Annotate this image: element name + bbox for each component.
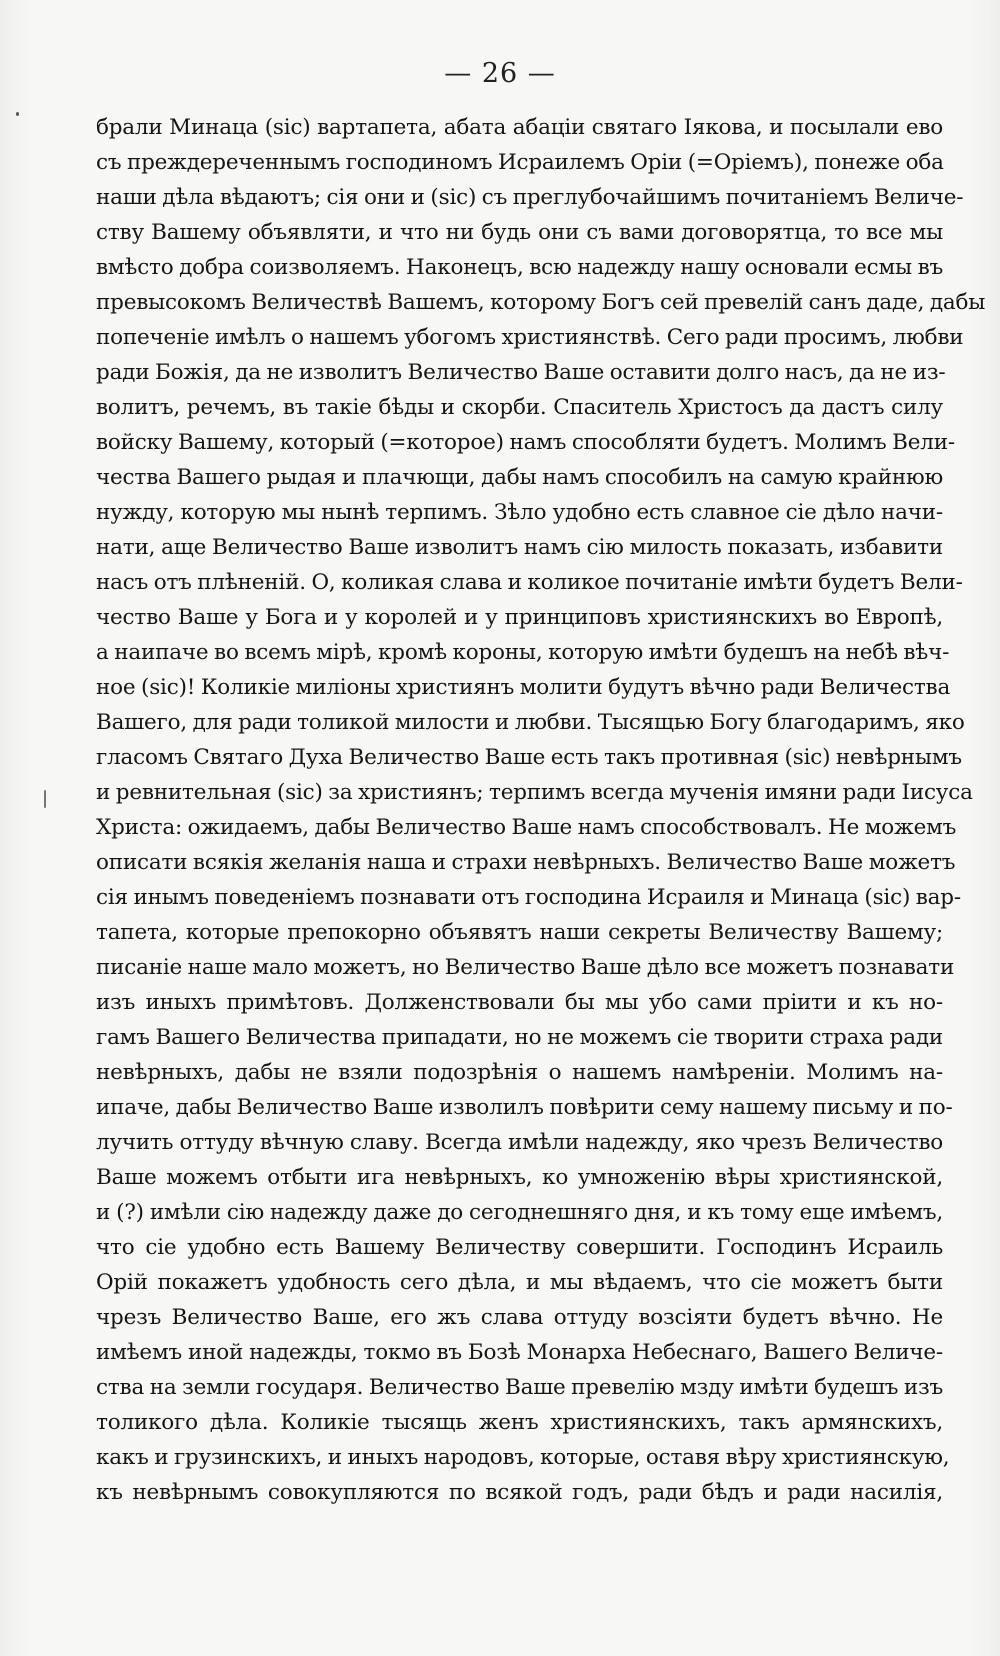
- text-line: что сiе удобно есть Вашему Величеству совершити. Господинъ Исраиль: [96, 1235, 943, 1260]
- text-line: имѣемъ иной надежды, токмо въ Бозѣ Монарха Небеснаго, Вашего Величе-: [96, 1340, 943, 1365]
- text-line: попеченiе имѣлъ о нашемъ убогомъ християнствѣ. Сего ради просимъ, любви: [96, 325, 964, 350]
- text-line: насъ отъ плѣненiй. О, коликая слава и коликое почитанiе имѣти будетъ Вели-: [96, 570, 963, 595]
- text-line: чрезъ Величество Ваше, его жъ слава оттуду возсiяти будетъ вѣчно. Не: [96, 1305, 943, 1330]
- text-line: войску Вашему, который (=которое) намъ способляти будетъ. Молимъ Вели-: [96, 430, 955, 455]
- text-line: съ преждереченнымъ господиномъ Исраилемъ Орiи (=Орiемъ), понеже оба: [96, 150, 944, 175]
- text-line: невѣрныхъ, дабы не взяли подозрѣнiя о нашемъ намѣренiи. Молимъ на-: [96, 1060, 943, 1085]
- paper-speck: [44, 790, 46, 808]
- text-line: Вашего, для ради толикой милости и любви. Тысящью Богу благодаримъ, яко: [96, 710, 965, 735]
- text-line: сiя инымъ поведенiемъ познавати отъ господина Исраиля и Минаца (sic) вар-: [96, 885, 961, 910]
- text-line: чества Вашего рыдая и плачющи, дабы намъ способилъ на самую крайнюю: [96, 465, 943, 490]
- text-line: волитъ, речемъ, въ такiе бѣды и скорби. Спаситель Христосъ да дастъ силу: [96, 395, 943, 420]
- text-line: Ваше можемъ отбыти ига невѣрныхъ, ко умноженiю вѣры християнской,: [96, 1165, 943, 1190]
- text-line: ству Вашему объявляти, и что ни будь они съ вами договорятца, то все мы: [96, 220, 943, 245]
- text-line: къ невѣрнымъ совокупляются по всякой годъ, ради бѣдъ и ради насилiя,: [96, 1480, 943, 1505]
- text-line: описати всякiя желанiя наша и страхи невѣрныхъ. Величество Ваше можетъ: [96, 850, 956, 875]
- text-line: наши дѣла вѣдаютъ; сiя они и (sic) съ преглубочайшимъ почитанiемъ Величе-: [96, 185, 964, 210]
- text-line: ства на земли государя. Величество Ваше превелiю мзду имѣти будешъ изъ: [96, 1375, 943, 1400]
- text-line: какъ и грузинскихъ, и иныхъ народовъ, которые, оставя вѣру християнскую,: [96, 1445, 950, 1470]
- text-line: брали Минаца (sic) вартапета, абата абацiи святаго Iякова, и посылали ево: [96, 115, 943, 140]
- text-line: толикого дѣла. Коликiе тысящь женъ християнскихъ, такъ армянскихъ,: [96, 1410, 943, 1435]
- text-line: ипаче, дабы Величество Ваше изволилъ повѣрити сему нашему письму и по-: [96, 1095, 953, 1120]
- text-line: гласомъ Святаго Духа Величество Ваше есть такъ противная (sic) невѣрнымъ: [96, 745, 962, 770]
- text-line: нужду, которую мы нынѣ терпимъ. Зѣло удобно есть славное сiе дѣло начи-: [96, 500, 943, 525]
- text-line: гамъ Вашего Величества припадати, но не можемъ сiе творити страха ради: [96, 1025, 943, 1050]
- text-line: тапета, которые препокорно объявятъ наши секреты Величеству Вашему;: [96, 920, 943, 945]
- text-line: изъ иныхъ примѣтовъ. Долженствовали бы мы убо сами прiити и къ но-: [96, 990, 943, 1015]
- body-text: [96, 110, 986, 1510]
- text-line: Христа: ожидаемъ, дабы Величество Ваше намъ способствовалъ. Не можемъ: [96, 815, 957, 840]
- text-line: лучить оттуду вѣчную славу. Всегда имѣли надежду, яко чрезъ Величество: [96, 1130, 943, 1155]
- text-line: вмѣсто добра соизволяемъ. Наконецъ, всю надежду нашу основали есмы въ: [96, 255, 943, 280]
- text-line: чество Ваше у Бога и у королей и у принциповъ християнскихъ во Европѣ,: [96, 605, 943, 630]
- paper-speck: [16, 112, 19, 116]
- page-number: — 26 —: [444, 58, 556, 89]
- text-line: и (?) имѣли сiю надежду даже до сегоднешняго дня, и къ тому еще имѣемъ,: [96, 1200, 943, 1225]
- text-line: и ревнительная (sic) за християнъ; терпимъ всегда мученiя имяни ради Iисуса: [96, 780, 973, 805]
- text-line: а наипаче во всемъ мiрѣ, кромѣ короны, которую имѣти будешъ на небѣ вѣч-: [96, 640, 950, 665]
- text-line: ради Божiя, да не изволитъ Величество Ваше оставити долго насъ, да не из-: [96, 360, 946, 385]
- text-line: писанiе наше мало можетъ, но Величество Ваше дѣло все можетъ познавати: [96, 955, 955, 980]
- text-line: ное (sic)! Коликiе милiоны християнъ молити будутъ вѣчно ради Величества: [96, 675, 951, 700]
- text-line: Орiй покажетъ удобность сего дѣла, и мы вѣдаемъ, что сiе можетъ быти: [96, 1270, 943, 1295]
- text-line: превысокомъ Величествѣ Вашемъ, которому Богъ сей превелiй санъ даде, дабы: [96, 290, 986, 315]
- text-line: нати, аще Величество Ваше изволитъ намъ сiю милость показать, избавити: [96, 535, 943, 560]
